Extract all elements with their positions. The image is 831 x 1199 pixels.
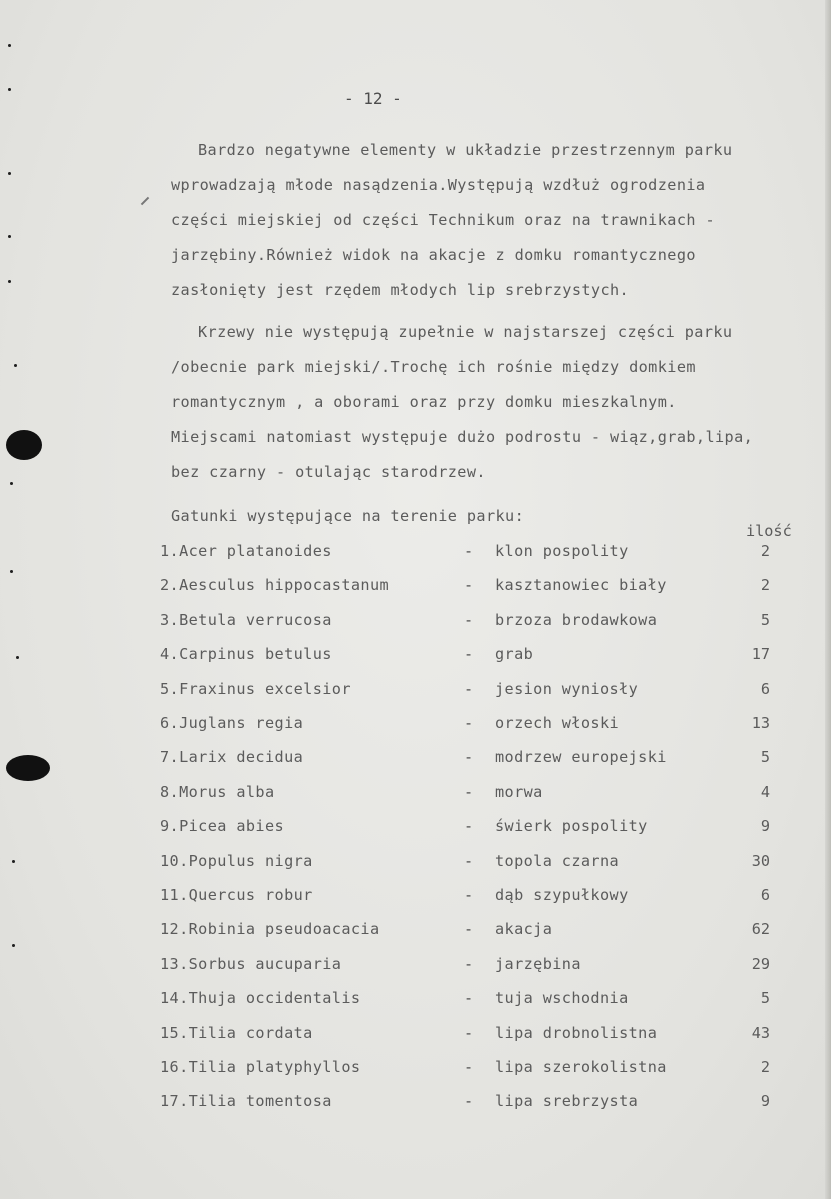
paragraph-1-line-4: jarzębiny.Również widok na akacje z domku romantycznego — [171, 246, 696, 264]
pencil-mark — [141, 197, 149, 205]
species-polish-name: akacja — [495, 920, 553, 939]
paragraph-2-line-4: Miejscami natomiast występuje dużo podrostu - wiąz,grab,lipa, — [171, 428, 754, 446]
species-row — [160, 1024, 800, 1044]
paragraph-1-line-2: wprowadzają młode nasądzenia.Występują wzdłuż ogrodzenia — [171, 176, 706, 194]
species-separator: - — [464, 576, 474, 595]
species-latin-name: 9.Picea abies — [160, 817, 285, 836]
species-count: 5 — [760, 989, 770, 1008]
species-polish-name: tuja wschodnia — [495, 989, 629, 1008]
species-latin-name: 11.Quercus robur — [160, 886, 313, 904]
species-count: 62 — [751, 920, 770, 939]
species-latin-name: 16.Tilia platyphyllos — [160, 1058, 361, 1076]
species-row — [160, 1092, 800, 1112]
species-separator: - — [464, 989, 474, 1008]
species-separator: - — [464, 782, 474, 801]
margin-dot — [8, 280, 11, 283]
species-separator: - — [464, 645, 474, 664]
species-row — [160, 645, 800, 665]
species-count: 17 — [751, 645, 770, 664]
margin-dot — [12, 860, 15, 863]
species-count: 6 — [760, 886, 770, 904]
species-latin-name: 15.Tilia cordata — [160, 1023, 313, 1042]
species-polish-name: dąb szypułkowy — [495, 886, 629, 904]
species-latin-name: 4.Carpinus betulus — [160, 645, 332, 664]
margin-dot — [16, 656, 19, 659]
margin-dot — [14, 364, 17, 367]
species-count: 6 — [760, 679, 770, 698]
species-latin-name: 5.Fraxinus excelsior — [160, 679, 351, 698]
species-separator: - — [464, 542, 474, 560]
species-polish-name: modrzew europejski — [495, 748, 667, 767]
species-row — [160, 783, 800, 803]
species-polish-name: lipa drobnolistna — [495, 1023, 658, 1042]
species-polish-name: brzoza brodawkowa — [495, 610, 658, 629]
species-polish-name: orzech włoski — [495, 714, 620, 732]
species-separator: - — [464, 1023, 474, 1042]
species-row — [160, 680, 800, 700]
paragraph-2-line-3: romantycznym , a oborami oraz przy domku mieszkalnym. — [171, 393, 677, 411]
paragraph-2-line-1: Krzewy nie występują zupełnie w najstarszej części parku — [198, 323, 733, 341]
paragraph-1-line-3: części miejskiej od części Technikum oraz na trawnikach - — [171, 211, 715, 229]
species-polish-name: morwa — [495, 782, 543, 801]
species-separator: - — [464, 920, 474, 939]
species-separator: - — [464, 954, 474, 973]
species-row — [160, 852, 800, 872]
species-count: 30 — [751, 851, 770, 870]
species-polish-name: świerk pospolity — [495, 817, 648, 836]
margin-dot — [8, 88, 11, 91]
species-latin-name: 12.Robinia pseudoacacia — [160, 920, 380, 939]
species-separator: - — [464, 679, 474, 698]
species-count: 9 — [760, 1092, 770, 1111]
margin-dot — [12, 944, 15, 947]
margin-dot — [8, 172, 11, 175]
species-count: 2 — [760, 1058, 770, 1076]
species-latin-name: 3.Betula verrucosa — [160, 610, 332, 629]
margin-dot — [10, 570, 13, 573]
species-separator: - — [464, 817, 474, 836]
species-row — [160, 817, 800, 837]
paragraph-2-line-5: bez czarny - otulając starodrzew. — [171, 463, 486, 481]
species-row — [160, 576, 800, 596]
species-row — [160, 748, 800, 768]
species-row — [160, 542, 800, 562]
species-count: 2 — [760, 576, 770, 595]
species-polish-name: jarzębina — [495, 954, 581, 973]
species-latin-name: 8.Morus alba — [160, 782, 275, 801]
species-row — [160, 714, 800, 734]
species-latin-name: 14.Thuja occidentalis — [160, 989, 361, 1008]
species-separator: - — [464, 1092, 474, 1111]
punch-hole-bottom — [6, 755, 50, 781]
species-latin-name: 6.Juglans regia — [160, 714, 304, 732]
species-separator: - — [464, 610, 474, 629]
page-edge-shadow — [825, 0, 831, 1199]
species-count: 2 — [760, 542, 770, 560]
species-separator: - — [464, 748, 474, 767]
species-count: 43 — [751, 1023, 770, 1042]
paragraph-1-line-5: zasłonięty jest rzędem młodych lip srebrzystych. — [171, 281, 630, 299]
count-column-header: ilość — [746, 522, 792, 540]
species-separator: - — [464, 851, 474, 870]
species-polish-name: jesion wyniosły — [495, 679, 639, 698]
species-count: 9 — [760, 817, 770, 836]
species-separator: - — [464, 886, 474, 904]
species-list-header: Gatunki występujące na terenie parku: — [171, 507, 525, 525]
species-separator: - — [464, 1058, 474, 1076]
margin-dot — [8, 44, 11, 47]
species-latin-name: 13.Sorbus aucuparia — [160, 954, 342, 973]
species-latin-name: 2.Aesculus hippocastanum — [160, 576, 390, 595]
species-row — [160, 955, 800, 975]
paragraph-1-line-1: Bardzo negatywne elementy w układzie przestrzennym parku — [198, 141, 733, 159]
species-count: 4 — [760, 782, 770, 801]
species-row — [160, 989, 800, 1009]
punch-hole-top — [6, 430, 42, 460]
species-row — [160, 611, 800, 631]
species-latin-name: 1.Acer platanoides — [160, 542, 332, 560]
species-latin-name: 7.Larix decidua — [160, 748, 304, 767]
species-polish-name: grab — [495, 645, 534, 664]
species-count: 5 — [760, 610, 770, 629]
paragraph-2-line-2: /obecnie park miejski/.Trochę ich rośnie między domkiem — [171, 358, 696, 376]
species-row — [160, 1058, 800, 1078]
species-count: 13 — [751, 714, 770, 732]
species-row — [160, 920, 800, 940]
species-row — [160, 886, 800, 906]
species-count: 29 — [751, 954, 770, 973]
page-number: - 12 - — [344, 89, 402, 108]
species-latin-name: 10.Populus nigra — [160, 851, 313, 870]
margin-dot — [8, 235, 11, 238]
species-polish-name: lipa szerokolistna — [495, 1058, 667, 1076]
species-separator: - — [464, 714, 474, 732]
species-polish-name: kasztanowiec biały — [495, 576, 667, 595]
species-latin-name: 17.Tilia tomentosa — [160, 1092, 332, 1111]
species-polish-name: klon pospolity — [495, 542, 629, 560]
species-count: 5 — [760, 748, 770, 767]
species-polish-name: lipa srebrzysta — [495, 1092, 639, 1111]
species-polish-name: topola czarna — [495, 851, 620, 870]
margin-dot — [10, 482, 13, 485]
